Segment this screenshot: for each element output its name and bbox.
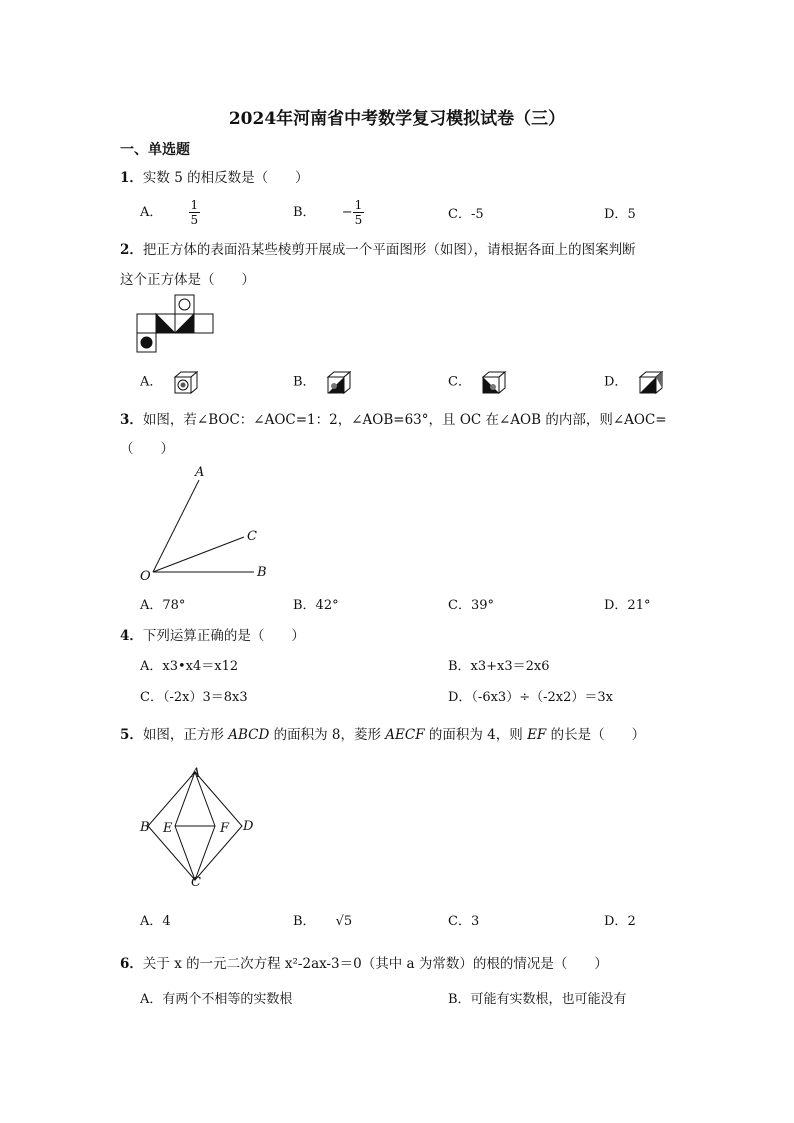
question-text: 如图，若∠BOC：∠AOC=1：2，∠AOB=63°，且 OC 在∠AOB 的内部，则∠AOC=: [142, 412, 667, 428]
q3-option-b[interactable]: B．42°: [293, 598, 339, 613]
section-heading: 一、单选题: [120, 142, 190, 158]
question-number: 1．: [120, 170, 143, 186]
label-o: O: [140, 569, 151, 584]
option-value: 3: [470, 914, 480, 929]
option-label: B．: [293, 205, 316, 220]
q4-option-b[interactable]: B．x3+x3＝2x6: [448, 659, 550, 674]
question-6: [120, 952, 608, 972]
option-label: B．: [293, 374, 316, 390]
q3-option-c[interactable]: C．39°: [448, 598, 494, 613]
question-text: 的长是（ ）: [550, 727, 646, 743]
minus-sign: −: [341, 205, 353, 220]
numerator: 1: [190, 198, 199, 212]
question-number: 4．: [120, 628, 143, 644]
q5-option-d[interactable]: [604, 910, 636, 929]
option-label: C．: [448, 914, 471, 929]
question-text: 把正方体的表面沿某些棱剪开展成一个平面图形（如图），请根据各面上的图案判断: [142, 242, 636, 258]
denominator: 5: [190, 213, 199, 227]
option-value: 5: [627, 207, 636, 222]
label-f: F: [220, 821, 230, 836]
option-value: 2: [627, 914, 636, 929]
question-text: 关于 x 的一元二次方程 x²-2ax-3＝0（其中 a 为常数）的根的情况是（ ）: [142, 956, 608, 972]
q5-option-a[interactable]: [140, 910, 171, 929]
q6-option-b[interactable]: B．可能有实数根，也可能没有: [448, 992, 627, 1007]
q6-option-a[interactable]: A．有两个不相等的实数根: [140, 992, 293, 1007]
option-label: A．: [140, 914, 163, 929]
option-label: C．: [448, 207, 471, 222]
question-number: 5．: [120, 727, 143, 743]
q3-option-a[interactable]: A．78°: [140, 598, 186, 613]
option-label: A．: [140, 205, 163, 220]
label-d: D: [243, 819, 254, 834]
question-text: 实数 5 的相反数是（ ）: [142, 170, 309, 186]
label-b: B: [257, 565, 267, 580]
q3-option-d[interactable]: D．21°: [604, 598, 651, 613]
option-value: √5: [335, 914, 353, 929]
q4-option-a[interactable]: A．x3•x4＝x12: [140, 659, 239, 674]
label-e: E: [163, 821, 173, 836]
q5-option-b[interactable]: [293, 910, 352, 929]
option-label: B．: [293, 914, 316, 929]
label-a: A: [195, 465, 205, 480]
numerator: 1: [354, 198, 363, 212]
option-label: C．: [448, 374, 471, 390]
q5-option-c[interactable]: [448, 910, 479, 929]
math-aecf: AECF: [385, 727, 425, 743]
label-c: C: [191, 875, 201, 890]
label-b: B: [140, 820, 150, 835]
math-abcd: ABCD: [228, 727, 270, 743]
question-3-line2: （ ）: [120, 441, 174, 457]
option-value: 4: [162, 914, 171, 929]
question-text: 如图，正方形: [142, 727, 224, 743]
page-title: 2024年河南省中考数学复习模拟试卷（三）: [228, 109, 566, 129]
question-text: 的面积为 4，则: [428, 727, 523, 743]
question-2-line2: 这个正方体是（ ）: [120, 272, 255, 288]
label-c: C: [247, 529, 257, 544]
question-text: 的面积为 8，菱形: [273, 727, 381, 743]
q4-option-c[interactable]: C．（-2x）3＝8x3: [140, 690, 248, 705]
question-number: 3．: [120, 412, 143, 428]
option-label: D．: [604, 374, 628, 390]
option-label: D．: [604, 207, 628, 222]
option-label: A．: [140, 374, 163, 390]
q4-option-d[interactable]: D．（-6x3）÷（-2x2）＝3x: [448, 690, 613, 705]
denominator: 5: [354, 213, 363, 227]
option-label: D．: [604, 914, 628, 929]
option-value: -5: [470, 207, 484, 222]
question-number: 6．: [120, 956, 143, 972]
question-text: 下列运算正确的是（ ）: [142, 628, 305, 644]
math-ef: EF: [527, 727, 547, 743]
question-number: 2．: [120, 242, 143, 258]
label-a: A: [191, 766, 201, 781]
